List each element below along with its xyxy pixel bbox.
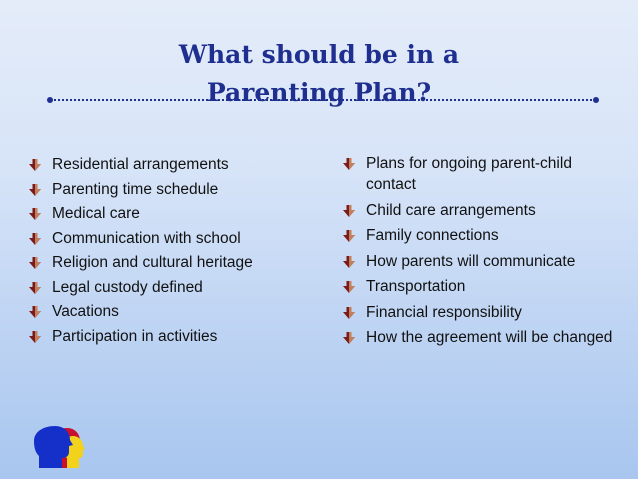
arrow-bullet-icon	[342, 306, 356, 320]
arrow-bullet-icon	[28, 183, 42, 197]
arrow-bullet-icon	[342, 280, 356, 294]
arrow-bullet-icon	[342, 157, 356, 171]
divider-end-dot-left	[47, 97, 53, 103]
dotted-divider	[50, 99, 596, 101]
slide-title-line-2: Parenting Plan?	[206, 78, 432, 107]
family-heads-logo-icon	[33, 424, 97, 470]
arrow-bullet-icon	[342, 229, 356, 243]
list-item	[26, 178, 316, 203]
left-bullet-list	[26, 153, 316, 349]
list-item-text: Residential arrangements	[52, 156, 229, 173]
list-item-text: Family connections	[366, 227, 499, 244]
list-item	[26, 325, 316, 350]
list-item-text: Participation in activities	[52, 327, 218, 345]
arrow-bullet-icon	[342, 255, 356, 269]
arrow-bullet-icon	[342, 204, 356, 218]
divider-end-dot-right	[593, 97, 599, 103]
arrow-bullet-icon	[342, 331, 356, 345]
list-item-text: How the agreement will be changed	[366, 329, 613, 346]
list-item	[340, 153, 625, 195]
arrow-bullet-icon	[28, 158, 42, 172]
list-item-text: Medical care	[52, 205, 140, 222]
list-item	[26, 300, 316, 325]
list-item-text: Financial responsibility	[366, 303, 522, 321]
arrow-bullet-icon	[28, 207, 42, 221]
right-bullet-list	[340, 153, 625, 353]
list-item	[26, 251, 316, 276]
arrow-bullet-icon	[28, 330, 42, 344]
list-item	[26, 276, 316, 301]
list-item	[340, 225, 625, 246]
list-item	[340, 302, 625, 323]
arrow-bullet-icon	[28, 281, 42, 295]
slide-title-line-1: What should be in a	[178, 40, 460, 69]
list-item-text: Child care arrangements	[366, 201, 536, 219]
list-item-text: Plans for ongoing parent-child contact	[366, 155, 572, 193]
list-item-text: How parents will communicate	[366, 252, 576, 270]
list-item-text: Transportation	[366, 278, 466, 295]
list-item	[340, 276, 625, 297]
list-item	[26, 153, 316, 178]
arrow-bullet-icon	[28, 305, 42, 319]
list-item	[26, 202, 316, 227]
arrow-bullet-icon	[28, 232, 42, 246]
list-item	[26, 227, 316, 252]
list-item	[340, 327, 625, 348]
list-item-text: Vacations	[52, 303, 119, 320]
list-item-text: Legal custody defined	[52, 278, 203, 296]
list-item	[340, 251, 625, 272]
list-item-text: Parenting time schedule	[52, 180, 219, 198]
list-item-text: Religion and cultural heritage	[52, 254, 253, 271]
arrow-bullet-icon	[28, 256, 42, 270]
list-item-text: Communication with school	[52, 229, 241, 247]
list-item	[340, 200, 625, 221]
